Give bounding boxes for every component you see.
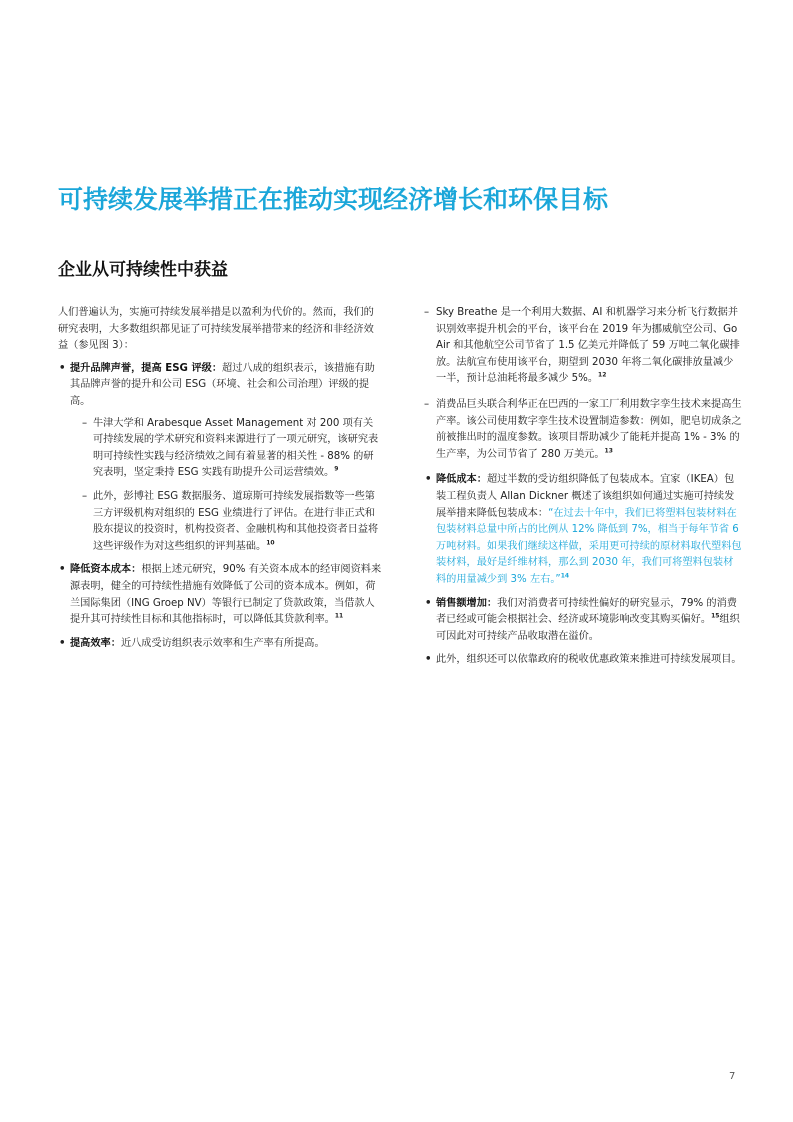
- bullet-text: 根据上述元研究，90% 有关资本成本的经审阅资料来源表明，健全的可持续性措施有效降低了公司的资本成本。例如，荷兰国际集团（ING Groep NV）等银行已制定了贷款政策，当借款人提升其可持续性目标和其他指标时，可以降低其贷款利率。: [70, 564, 382, 626]
- section-subtitle: 企业从可持续性中获益: [58, 260, 228, 280]
- dash-mark: –: [424, 307, 430, 318]
- footnote-ref: 14: [560, 572, 570, 580]
- sub-item-text: 牛津大学和 Arabesque Asset Management 对 200 项有关可持续发展的学术研究和资料来源进行了一项元研究，该研究表明可持续性实践与经济绩效之间有着显著的相关性 - 88% 的研究表明，坚定秉持 ESG 实践有助提升公司运营绩效。: [93, 417, 379, 479]
- page-title: 可持续发展举措正在推动实现经济增长和环保目标: [58, 185, 609, 214]
- footnote-ref: 10: [266, 539, 275, 547]
- left-column: [58, 305, 383, 659]
- sub-item-sky-breathe: [424, 305, 742, 388]
- dash-mark: –: [82, 490, 88, 502]
- bullet-text: 近八成受访组织表示效率和生产率有所提高。: [120, 637, 325, 649]
- page-number: 7: [729, 1071, 736, 1082]
- bullet-text: 超过八成的组织表示，该措施有助其品牌声誉的提升和公司 ESG（环境、社会和公司治理）评级的提高。: [70, 362, 375, 407]
- bullet-label: 提升品牌声誉，提高 ESG 评级：: [70, 362, 223, 374]
- bullet-text: 超过半数的受访组织降低了包装成本。宜家（IKEA）包装工程负责人 Allan Dickner 概述了该组织如何通过实施可持续发展举措来降低包装成本：: [436, 474, 735, 519]
- bullet-text-tail: 组织可因此对可持续产品收取潜在溢价。: [436, 614, 740, 642]
- intro-paragraph: 人们普遍认为，实施可持续发展举措是以盈利为代价的。然而，我们的研究表明，大多数组织都见证了可持续发展举措带来的经济和非经济效益（参见图 3）：: [58, 307, 374, 352]
- sub-item-text: Sky Breathe 是一个利用大数据、AI 和机器学习来分析飞行数据并识别效率提升机会的平台，该平台在 2019 年为挪威航空公司、Go Air 和其他航空公司节省了 1.5 亿美元并降低了 59 万吨二氧化碳排放。法航宣布使用该平台，期望到 2030 年将二氧化碳排放量减少一半，预计总油耗将最多减少 5%。: [436, 307, 740, 385]
- footnote-ref: 13: [604, 447, 613, 455]
- footnote-ref: 9: [334, 465, 339, 473]
- bullet-brand-esg: [58, 361, 383, 556]
- ikea-quote: “在过去十年中，我们已将塑料包装材料在包装材料总量中所占的比例从 12% 降低到 7%，相当于每年节省 6 万吨材料。如果我们继续这样做，采用更可持续的原材料取代塑料包装材料，最好是纤维材料，那么到 2030 年，我们可将塑料包装材料的用量减少到 3% 左右。”: [436, 507, 742, 585]
- bullet-efficiency: [58, 636, 383, 653]
- right-column: [424, 305, 742, 676]
- bullet-label: 降低资本成本：: [70, 564, 142, 576]
- footnote-ref: 15: [711, 612, 720, 620]
- bullet-label: 销售额增加：: [436, 597, 498, 609]
- sub-item-ratings: [70, 489, 383, 555]
- dash-mark: –: [82, 417, 88, 429]
- footnote-ref: 12: [598, 371, 607, 379]
- sub-item-text: 消费品巨头联合利华正在巴西的一家工厂利用数字孪生技术来提高生产率。该公司使用数字孪生技术设置制造参数：例如，肥皂切成条之前被推出时的温度参数。该项目帮助减少了能耗并提高 1% - 3% 的生产率，为公司节省了 280 万美元。: [436, 398, 742, 460]
- bullet-capital-cost: [58, 562, 383, 628]
- sub-item-text: 此外，彭博社 ESG 数据服务、道琼斯可持续发展指数等一些第三方评级机构对组织的 ESG 业绩进行了评估。在进行非正式和股东提议的投资时，机构投资者、金融机构和其他投资者日益将这些评级作为对这些组织的评判基础。: [93, 490, 379, 552]
- sub-item-oxford-study: [70, 416, 383, 482]
- bullet-tax-incentives: [424, 652, 742, 669]
- bullet-text: 我们对消费者可持续性偏好的研究显示，79% 的消费者已经或可能会根据社会、经济或环境影响改变其购买偏好。: [436, 597, 737, 626]
- sub-item-unilever: [424, 397, 742, 463]
- bullet-label: 降低成本：: [436, 474, 487, 486]
- footnote-ref: 11: [334, 612, 344, 620]
- dash-mark: –: [424, 398, 430, 410]
- bullet-lower-cost: [424, 472, 742, 588]
- bullet-label: 提高效率：: [70, 637, 121, 649]
- bullet-text: 此外，组织还可以依靠政府的税收优惠政策来推进可持续发展项目。: [436, 654, 742, 666]
- bullet-sales-increase: [424, 596, 742, 646]
